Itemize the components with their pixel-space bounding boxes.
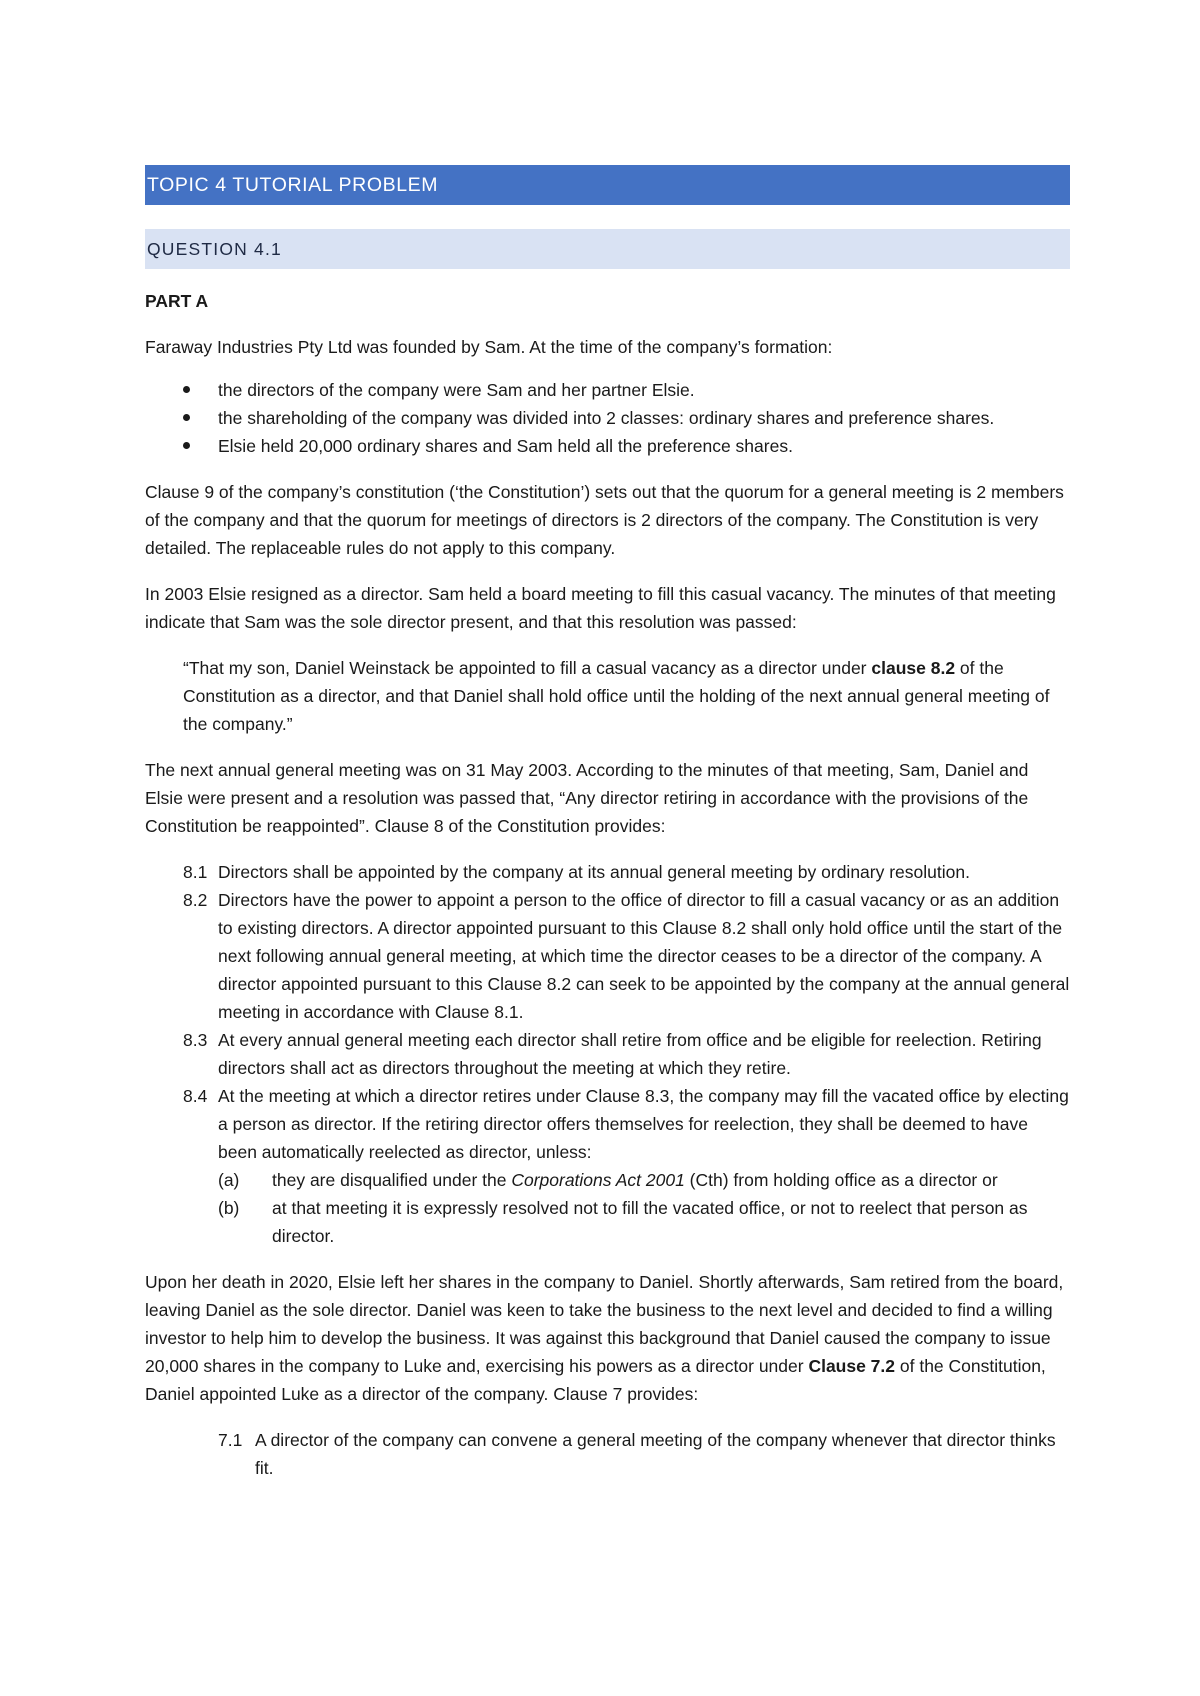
agm-paragraph: The next annual general meeting was on 31 May 2003. According to the minutes of that meeting, Sam, Daniel and Elsie were present and a resolution was passed that, “Any director retiring in accordance with the provisions of the Constitution be reappointed”. Clause 8 of the Constitution provides: [145, 760, 1029, 836]
para4-text-end: of the Constitution, Daniel appointed Luke as a director of the company. Clause 7 provides: [145, 1356, 1046, 1404]
quote-text-start: “That my son, Daniel Weinstack be appointed to fill a casual vacancy as a director under [183, 658, 872, 678]
para4-text-start: Upon her death in 2020, Elsie left her shares in the company to Daniel. Shortly afterwards, Sam retired from the board, leaving Daniel as the sole director. Daniel was keen to take the business to the next level and decided to find a willing investor to help him to develop the business. It was against this background that Daniel caused the company to issue 20,000 shares in the company to Luke and, exercising his powers as a director under [145, 1272, 1064, 1376]
part-label: PART A [145, 291, 209, 311]
clause-text [218, 1082, 1070, 1250]
clause-8-4-text: At the meeting at which a director retires under Clause 8.3, the company may fill the vacated office by electing a person as director. If the retiring director offers themselves for reelection, they shall be deemed to have been automatically reelected as director, unless: [218, 1086, 1069, 1162]
quote-text-end: of the Constitution as a director, and that Daniel shall hold office until the holding of the next annual general meeting of the company.” [183, 658, 1050, 734]
clause-text: At every annual general meeting each director shall retire from office and be eligible for reelection. Retiring directors shall act as directors throughout the meeting at which they retire. [218, 1030, 1042, 1078]
document-content [145, 165, 1070, 1482]
list-item: the directors of the company were Sam and her partner Elsie. [145, 376, 1070, 404]
sub-clause-text: at that meeting it is expressly resolved not to fill the vacated office, or not to reelect that person as director. [272, 1198, 1028, 1246]
sub-clause-number: (a) [218, 1170, 240, 1190]
clause-number: 8.2 [183, 890, 208, 910]
sub-clause-text [272, 1166, 1070, 1194]
sub-clause-b [218, 1194, 1070, 1250]
clause9-paragraph: Clause 9 of the company’s constitution (‘the Constitution’) sets out that the quorum for a general meeting is 2 members of the company and that the quorum for meetings of directors is 2 directors of the company. The Constitution is very detailed. The replaceable rules do not apply to this company. [145, 482, 1064, 558]
list-item: the shareholding of the company was divided into 2 classes: ordinary shares and preference shares. [145, 404, 1070, 432]
death-paragraph [145, 1268, 1070, 1408]
clause-text: Directors shall be appointed by the company at its annual general meeting by ordinary resolution. [218, 862, 970, 882]
clause-text: Directors have the power to appoint a person to the office of director to fill a casual vacancy or as an addition to existing directors. A director appointed pursuant to this Clause 8.2 shall only hold office until the start of the next following annual general meeting, at which time the director ceases to be a director of the company. A director appointed pursuant to this Clause 8.2 can seek to be appointed by the company at the annual general meeting in accordance with Clause 8.1. [218, 890, 1070, 1022]
clause-item [145, 886, 1070, 1026]
clause-number: 8.1 [183, 862, 208, 882]
list-item: Elsie held 20,000 ordinary shares and Sam held all the preference shares. [145, 432, 1070, 460]
clause-number: 8.4 [183, 1086, 208, 1106]
sub-a-text-start: they are disqualified under the [272, 1170, 512, 1190]
clause-text: A director of the company can convene a general meeting of the company whenever that director thinks fit. [255, 1430, 1056, 1478]
sub-clause-a [218, 1166, 1070, 1194]
resignation-paragraph: In 2003 Elsie resigned as a director. Sam held a board meeting to fill this casual vacancy. The minutes of that meeting indicate that Sam was the sole director present, and that this resolution was passed: [145, 584, 1056, 632]
formation-bullet-list [145, 376, 1070, 460]
sub-clause-number: (b) [218, 1198, 240, 1218]
act-title: Corporations Act 2001 [511, 1170, 685, 1190]
clause-item [145, 1026, 1070, 1082]
clause-item [145, 858, 1070, 886]
intro-paragraph: Faraway Industries Pty Ltd was founded by Sam. At the time of the company’s formation: [145, 337, 833, 357]
topic-heading: TOPIC 4 TUTORIAL PROBLEM [145, 165, 1070, 205]
question-heading: QUESTION 4.1 [145, 229, 1070, 269]
clause7-item [145, 1426, 1070, 1482]
para4-bold-clause: Clause 7.2 [808, 1356, 896, 1376]
sub-a-text-end: (Cth) from holding office as a director or [684, 1170, 998, 1190]
clause8-list [145, 858, 1070, 1250]
clause-number: 8.3 [183, 1030, 208, 1050]
resolution-quote [145, 654, 1070, 738]
clause-item [145, 1082, 1070, 1250]
quote-bold-clause: clause 8.2 [871, 658, 956, 678]
clause-number: 7.1 [218, 1430, 243, 1450]
